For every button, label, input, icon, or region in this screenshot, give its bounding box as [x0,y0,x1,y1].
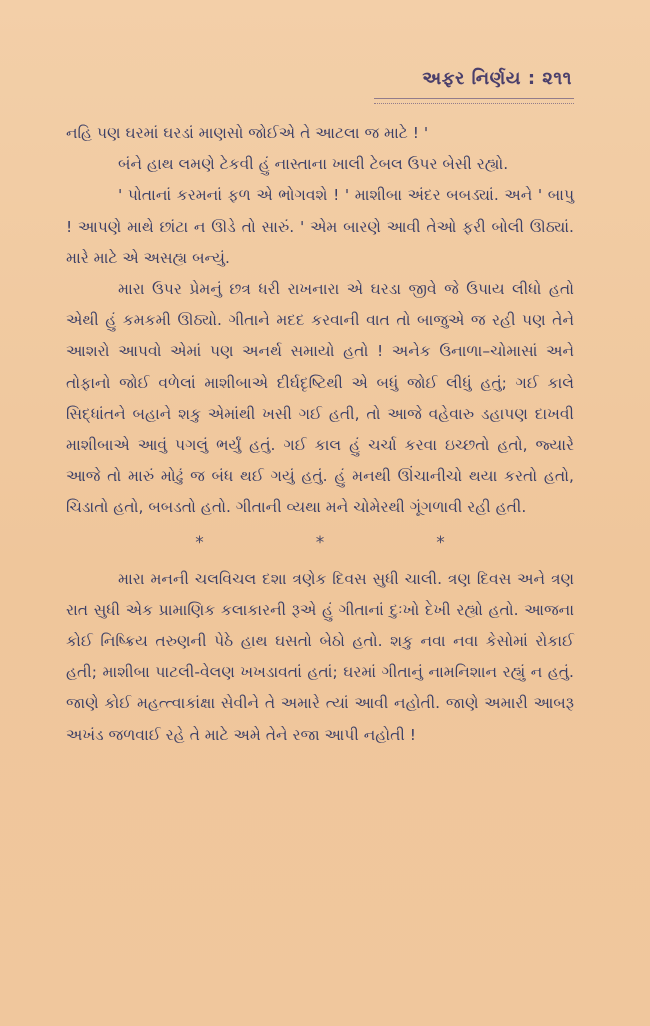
running-head-rule [374,98,574,104]
separator-mark: * [195,532,204,553]
paragraph-5: મારા મનની ચલવિચલ દશા ત્રણેક દિવસ સુધી ચાલી. ત્રણ દિવસ અને ત્રણ રાત સુધી એક પ્રામાણિક કલાકારની રૂએ હું ગીતાનાં દુઃખો દેખી રહ્યો હતો. આજના કોઈ નિષ્ક્રિય તરુણની પેઠે હાથ ઘસતો બેઠો હતો. શકુ નવા નવા કેસોમાં રોકાઈ હતી; માશીબા પાટલી-વેલણ ખખડાવતાં હતાં; ઘરમાં ગીતાનું નામનિશાન રહ્યું ન હતું. જાણે કોઈ મહત્ત્વાકાંક્ષા સેવીને તે અમારે ત્યાં આવી નહોતી. જાણે અમારી આબરૂ અખંડ જળવાઈ રહે તે માટે અમે તેને રજા આપી નહોતી ! [66,569,574,744]
paragraph-3: ' પોતાનાં કરમનાં ફળ એ ભોગવશે ! ' માશીબા અંદર બબડ્યાં. અને ' બાપુ ! આપણે માથે છાંટા ન ઊડે તો સારું. ' એમ બારણે આવી તેઓ ફરી બોલી ઊઠ્યાં. મારે માટે એ અસહ્ય બન્યું. [66,186,574,267]
separator-mark: * [315,532,325,553]
paragraph-2: બંને હાથ લમણે ટેકવી હું નાસ્તાના ખાલી ટેબલ ઉપર બેસી રહ્યો. [118,155,509,174]
body-text [66,118,574,751]
paragraph-4: મારા ઉપર પ્રેમનું છત્ર ધરી રાખનારા એ ઘરડા જીવે જે ઉપાય લીધો હતો એથી હું કમકમી ઊઠ્યો. ગીતાને મદદ કરવાની વાત તો બાજુએ જ રહી પણ તેને આશરો આપવો એમાં પણ અનર્થ સમાયો હતો ! અનેક ઉનાળા–ચોમાસાં અને તોફાનો જોઈ વળેલાં માશીબાએ દીર્ઘદૃષ્ટિથી એ બધું જોઈ લીધું હતું; ગઈ કાલે સિદ્ધાંતને બહાને શકુ એમાંથી ખસી ગઈ હતી, તો આજે વહેવારુ ડહાપણ દાખવી માશીબાએ આવું પગલું ભર્યું હતું. ગઈ કાલ હું ચર્ચા કરવા ઇચ્છતો હતો, જ્યારે આજે તો મારું મોઢું જ બંધ થઈ ગયું હતું. હું મનથી ઊંચાનીચો થયા કરતો હતો, ચિડાતો હતો, બબડતો હતો. ગીતાની વ્યથા મને ચોમેરથી ગૂંગળાવી રહી હતી. [66,280,574,517]
section-separator [66,526,574,560]
paragraph-1: નહિ પણ ઘરમાં ઘરડાં માણસો જોઈએ તે આટલા જ માટે ! ' [66,124,429,142]
running-head: અફર નિર્ણય : ૨૧૧ [422,68,572,89]
separator-mark: * [436,532,445,553]
